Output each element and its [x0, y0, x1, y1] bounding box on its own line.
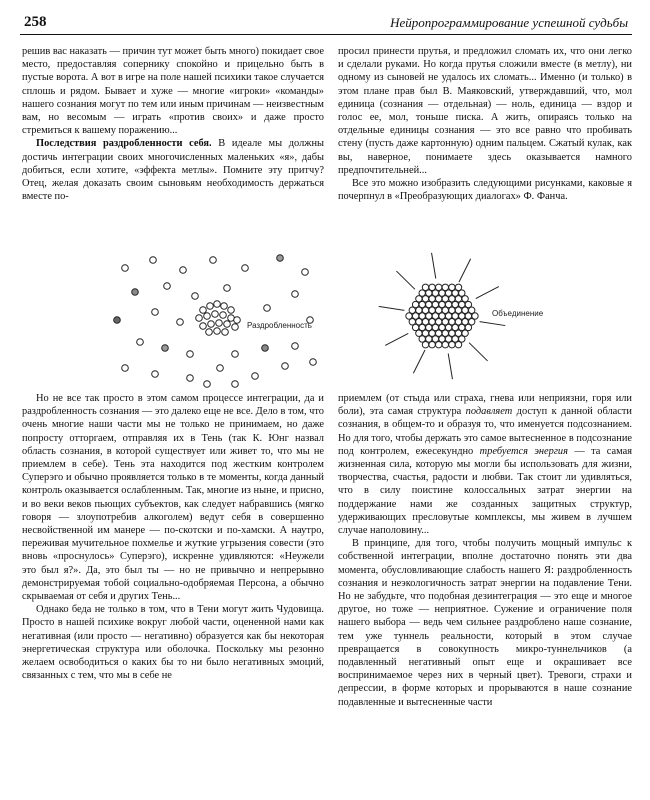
scatter-circle [277, 255, 284, 262]
page-number: 258 [24, 14, 47, 30]
cluster-circle [234, 317, 241, 324]
cluster-circle [220, 312, 227, 319]
scatter-circle [252, 373, 259, 380]
paragraph-text: доступ к данной области сознания, в общем-то и образуя то, что именуется подсознанием. Но для того, чтобы держать это самое вытесненное в подсознание под контролем, ежесекундно [338, 406, 632, 457]
cluster-circle [207, 303, 214, 310]
ray-line [385, 333, 408, 345]
running-header [20, 12, 632, 35]
scatter-circle [264, 305, 271, 312]
paragraph: В принципе, для того, чтобы получить мощный импульс к собственной интеграции, вполне достаточно понять эти два момента, обусловливающие слабость нашего Я: раздробленность сознания и неэкологичность затрат энергии на подавление Тени. Но не забудьте, что подобная дезинтеграция — это еще и многое другое, но тоже — неприятное. Сужение и ограничение поля нашего выбора — ведь чем сильнее раздроблено наше сознание, тем уже туннель реальности, который в этом случае превращается в совокупность микро-туннельчиков (а подавленный негативный опыт еще и окрашивает все воспринимаемое через них в черный цвет). Тревоги, страхи и депрессии, в форме которых и прорываются в наше сознание подавленные и вытесненные части [338, 538, 632, 708]
ray-line [459, 259, 471, 282]
cluster-circles [196, 301, 241, 336]
scatter-circle [177, 319, 184, 326]
cluster-circle [200, 307, 207, 314]
unification-label: Объединение [492, 309, 544, 318]
paragraph-text: приемлем (от стыда или страха, гнева или неприязни, горя или боли), эта самая структура [338, 393, 632, 418]
scatter-circle [137, 339, 144, 346]
scatter-circle [224, 285, 231, 292]
paragraph: просил принести прутья, и предложил сломать их, что они легко и сделали руками. Но когда прутья сложили вместе (в метлу), ни одному из сыновей не удалось их сломать... Именно (и только) в этом плане прав был В. Маяковский, утверждавший, что, мол единица (сознания — отдельная) — ноль, единица — вздор и голос ее, мол, тоньше писка. А жить, опираясь только на отдельные единицы сознания — это все равно что пробивать стену (пусть даже картонную) одним пальцем. Сжатый кулак, как вы, наверное, понимаете здесь оказывается намного предпочтительней... [338, 46, 632, 176]
scatter-circle [282, 363, 289, 370]
scatter-circle [310, 359, 317, 366]
paragraph: Однако беда не только в том, что в Тени могут жить Чудовища. Просто в нашей психике вокруг любой части, оцененной нами как негативная (или просто — негативно) образуется как бы некоторая энергетическая структура или оболочка. Поскольку мы резонно желаем освободиться о каких бы то ни было негативных эмоций, связанных с тем, что мы в себе не [22, 604, 324, 682]
scatter-circle [262, 345, 269, 352]
cluster-circle [216, 320, 223, 327]
packed-circle [429, 342, 435, 348]
ray-line [469, 343, 488, 361]
unification-figure [372, 248, 572, 388]
ray-line [480, 322, 506, 326]
scatter-circle [162, 345, 169, 352]
emphasis: требуется энергия [479, 445, 568, 457]
cluster-circle [222, 329, 229, 336]
scatter-circle [180, 267, 187, 274]
ray-line [476, 287, 499, 299]
scatter-circle [302, 269, 309, 276]
scatter-circle [114, 317, 121, 324]
cluster-circle [228, 307, 235, 314]
scatter-circle [232, 381, 239, 388]
scatter-circle [164, 283, 171, 290]
scatter-circle [204, 381, 211, 388]
packed-circle [442, 342, 448, 348]
scatter-circle [187, 351, 194, 358]
paragraph: решив вас наказать — причин тут может быть много) покидает свое место, предоставляя сопернику спокойно и прицельно быть в пустые ворота. А вот в игре на поле нашей психики такое случается сплошь и рядом. Бывает и хуже — многие «игроки» «команды» нашего сознания могут по тем или иным причинам — неизвестным вам, но весомым — играть «против своих» и даже просто стремиться к вашему поражению... [22, 46, 324, 137]
ray-line [413, 350, 425, 373]
ray-line [396, 271, 415, 289]
left-column-bottom [22, 392, 324, 682]
hexagon-circle-cluster [406, 284, 478, 348]
cluster-circle [221, 303, 228, 310]
paragraph: Но не все так просто в этом самом процессе интеграции, да и раздробленность сознания — это далеко еще не все. Дело в том, что очень многие наши части мы не только не принимаем, но даже попросту отторгаем, отправляя их в Тень (так К. Юнг назвал область сознания, в которой существует или живет то, что мы не приемлем в себе). Тень эта находится под жестким контролем Суперэго и обычно проявляется только в те моменты, когда данный контроль оказывается ослабленным. Так, многие из ныне, и присно, и во веки веков пьющих субъектов, как следует набравшись (мягко говоря — злоупотребив алкоголем) ведут себя в совершенно несвойственной им манере — по-скотски и по-хамски. А наутро, переживая мучительное похмелье и жуткие угрызения совести (это вновь «проснулось» Суперэго), искренне удивляются: «Неужели это был я?». Да, это был ты — но не привычно и непрерывно демонстрируемая тобой социально-одобряемая Персона, а обычно скрываемая от себя и других Тень... [22, 393, 324, 603]
scatter-circle [152, 309, 159, 316]
scatter-circle [242, 265, 249, 272]
emphasis: подавляет [465, 406, 513, 418]
running-title: Нейропрограммирование успешной судьбы [390, 15, 628, 30]
cluster-circle [196, 315, 203, 322]
scatter-circle [187, 375, 194, 382]
left-column-top [22, 45, 324, 203]
cluster-circle [212, 311, 219, 318]
scatter-circle [132, 289, 139, 296]
scatter-circle [150, 257, 157, 264]
cluster-circle [204, 313, 211, 320]
fragmentation-figure [95, 250, 325, 390]
scatter-circle [122, 365, 129, 372]
scatter-circle [210, 257, 217, 264]
scatter-circle [217, 365, 224, 372]
scatter-circle [232, 351, 239, 358]
ray-line [448, 353, 452, 379]
fragmentation-label: Раздробленность [247, 321, 312, 330]
scatter-circle [192, 293, 199, 300]
cluster-circle [206, 329, 213, 336]
cluster-circle [232, 324, 239, 331]
scatter-circle [122, 265, 129, 272]
packed-circle [436, 342, 442, 348]
cluster-circle [208, 321, 215, 328]
scatter-circle [292, 343, 299, 350]
ray-line [432, 253, 436, 279]
cluster-circle [200, 323, 207, 330]
packed-circle [449, 342, 455, 348]
paragraph [22, 137, 324, 203]
paragraph [338, 392, 632, 537]
scatter-circle [152, 371, 159, 378]
paragraph-text: В идеале мы должны достичь интеграции своих многочисленных маленьких «я», дабы добиться, если хотите, «эффекта метлы». Помните эту притчу? Отец, желая доказать своим сыновьям необходимость держаться вместе по- [22, 138, 325, 203]
cluster-circle [224, 321, 231, 328]
section-heading: Последствия раздробленности себя. [36, 138, 212, 150]
packed-circle [455, 342, 461, 348]
cluster-circle [214, 301, 221, 308]
right-column-top [338, 45, 632, 203]
right-column-bottom [338, 392, 632, 709]
cluster-circle [214, 328, 221, 335]
scatter-circle [292, 291, 299, 298]
packed-circle [422, 342, 428, 348]
paragraph: Все это можно изобразить следующими рисунками, каковые я почерпнул в «Преобразующих диалогах» Ф. Фанча. [338, 178, 632, 203]
ray-line [379, 306, 405, 310]
paragraph-text: — та самая жизненная сила, которую мы могли бы использовать для жизни, творчества, счастья, радости и любви. Так стоит ли удивляться, что в силу поистине колоссальных затрат энергии на поддержание нами же созданных защитных структур, удерживающих пресловутые комплексы, мы живем в лучшем случае наполовину... [338, 445, 633, 537]
